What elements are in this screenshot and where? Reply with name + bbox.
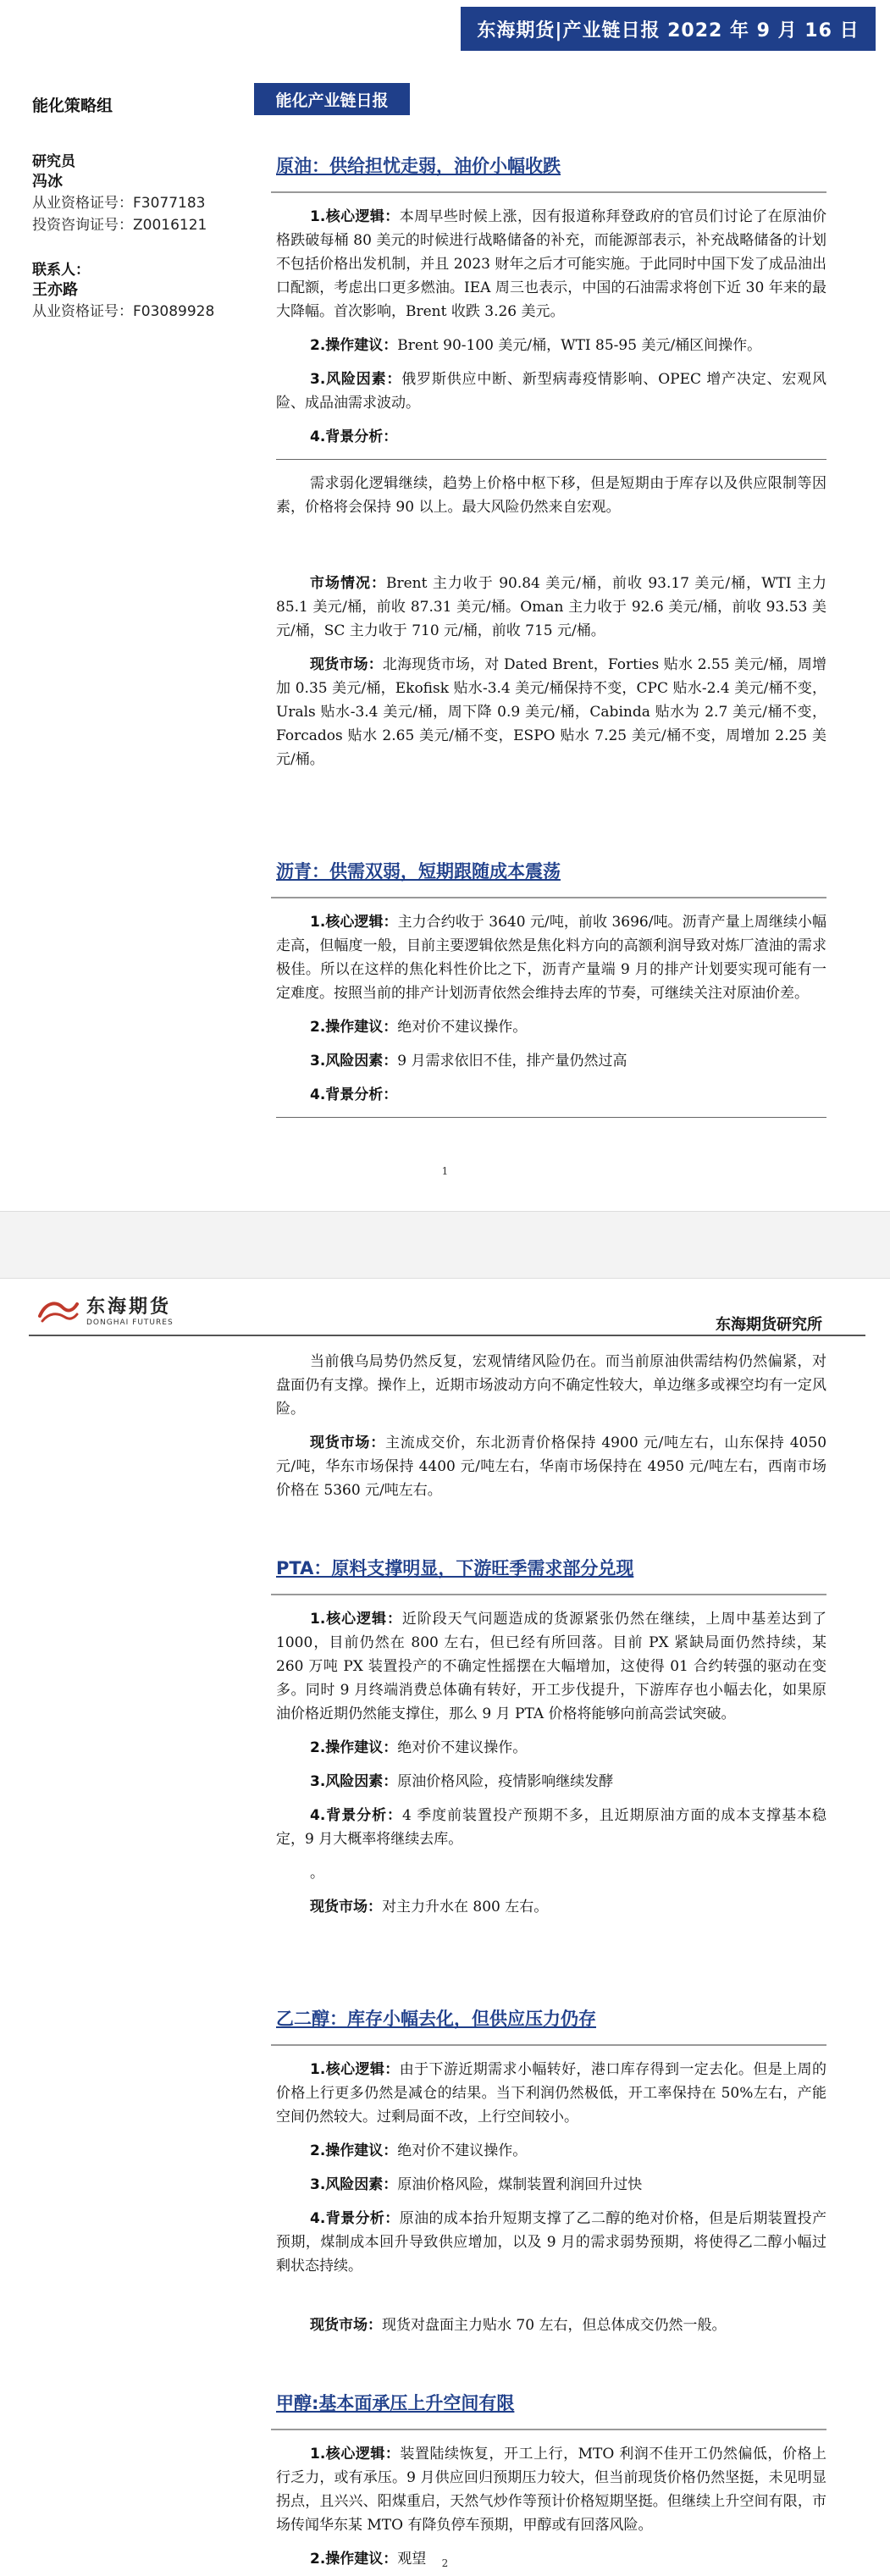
asphalt-risk-text: 9 月需求依旧不佳，排产量仍然过高 (397, 1053, 627, 1070)
company-logo (37, 1292, 174, 1327)
sidebar (32, 93, 252, 323)
crude-op (276, 334, 826, 357)
meg-core (276, 2058, 826, 2129)
asphalt-bg (276, 1083, 826, 1107)
asphalt-op (276, 1015, 826, 1039)
crude-bg-text: 需求弱化逻辑继续，趋势上价格中枢下移，但是短期由于库存以及供应限制等因素，价格将会保持 90 以上。最大风险仍然来自宏观。 (276, 475, 826, 516)
pta-core (276, 1607, 826, 1726)
wave-logo-icon (37, 1296, 80, 1324)
meg-op-label: 2.操作建议： (310, 2142, 398, 2159)
pta-risk-label: 3.风险因素： (310, 1773, 398, 1790)
crude-bg (276, 425, 826, 449)
asphalt-spot (276, 1431, 826, 1502)
meg-spot-label: 现货市场： (310, 2317, 382, 2334)
page-2-header (0, 1279, 890, 1338)
methanol-core-text: 装置陆续恢复，开工上行，MTO 利润不佳开工仍然偏低，价格上行乏力，或有承压。9 月供应回归预期压力较大，但当前现货价格仍然坚挺，未见明显拐点，且兴兴、阳煤重启，天然气炒作等预计价格短期坚挺。但继续上升空间有限，市场传闻华东某 MTO 有降负停车预期，甲醇或有回落风险。 (276, 2446, 826, 2534)
asphalt-core-label: 1.核心逻辑： (310, 914, 398, 931)
page-number-1: 1 (441, 1165, 449, 1177)
pta-spot-text: 对主力升水在 800 左右。 (382, 1899, 549, 1915)
crude-op-text: Brent 90-100 美元/桶，WTI 85-95 美元/桶区间操作。 (397, 337, 762, 354)
logo-cn: 东海期货 (86, 1296, 172, 1318)
meg-core-label: 1.核心逻辑： (310, 2061, 400, 2078)
researcher-name: 冯冰 (32, 173, 63, 191)
meg-bg-label: 4.背景分析： (310, 2210, 400, 2227)
asphalt-op-label: 2.操作建议： (310, 1019, 398, 1036)
crude-risk-text: 俄罗斯供应中断、新型病毒疫情影响、OPEC 增产决定、宏观风险、成品油需求波动。 (276, 371, 826, 412)
institute-name: 东海期货研究所 (716, 1316, 822, 1334)
section-tab: 能化产业链日报 (254, 83, 410, 115)
meg-core-text: 由于下游近期需求小幅转好，港口库存得到一定去化。但是上周的价格上行更多仍然是减仓的结果。当下利润仍然极低，开工率保持在 50%左右，产能空间仍然较大。过剩局面不改，上行空间较小。 (276, 2061, 827, 2125)
crude-core-label: 1.核心逻辑： (310, 208, 400, 225)
crude-title[interactable]: 原油：供给担忧走弱，油价小幅收跌 (276, 156, 561, 176)
meg-bg-text: 原油的成本抬升短期支撑了乙二醇的绝对价格，但是后期装置投产预期，煤制成本回升导致供应增加，以及 9 月的需求弱势预期，将使得乙二醇小幅过剩状态持续。 (276, 2210, 827, 2275)
page-2-content (276, 1338, 826, 2576)
pta-bg-text: 4 季度前装置投产预期不多，且近期原油方面的成本支撑基本稳定，9 月大概率将继续去库。 (276, 1807, 826, 1848)
methanol-core-label: 1.核心逻辑： (310, 2446, 401, 2463)
pta-spot-label: 现货市场： (310, 1899, 382, 1915)
asphalt-spot-text: 主流成交价，东北沥青价格保持 4900 元/吨左右，山东保持 4050 元/吨，华东市场保持 4400 元/吨左右，华南市场保持在 4950 元/吨左右，西南市场价格在 5360 元/吨左右。 (276, 1434, 827, 1499)
crude-core (276, 205, 826, 323)
asphalt-risk-label: 3.风险因素： (310, 1053, 398, 1070)
crude-risk (276, 368, 826, 415)
pta-title[interactable]: PTA：原料支撑明显，下游旺季需求部分兑现 (276, 1558, 634, 1578)
contact-name: 王亦路 (32, 281, 78, 299)
meg-risk (276, 2173, 826, 2197)
pta-core-text: 近阶段天气问题造成的货源紧张仍然在继续，上周中基差达到了 1000，目前仍然在 800 左右，但已经有所回落。目前 PX 紧缺局面仍然持续，某 260 万吨 PX 装置投产的不确定性摇摆在大幅增加，这使得 01 合约转强的驱动在变多。同时 9 月终端消费总体确有转好，开工步伐提升，下游库存也小幅去化，如果原油价格近期仍然能支撑住，那么 9 月 PTA 价格将能够向前高尝试突破。 (276, 1611, 826, 1722)
pta-bg-tail: 。 (310, 1865, 324, 1882)
meg-title[interactable]: 乙二醇：库存小幅去化，但供应压力仍存 (276, 2009, 596, 2029)
methanol-core (276, 2442, 826, 2537)
pta-op-text: 绝对价不建议操作。 (397, 1739, 528, 1756)
pta-spot (276, 1895, 826, 1919)
pta-op (276, 1736, 826, 1760)
page-1-content (276, 152, 826, 1130)
methanol-op-text: 观望 (397, 2551, 427, 2568)
meg-op (276, 2139, 826, 2163)
crude-market (276, 572, 826, 643)
crude-bg-label: 4.背景分析： (310, 428, 398, 445)
pta-op-label: 2.操作建议： (310, 1739, 398, 1756)
pta-core-label: 1.核心逻辑： (310, 1611, 402, 1628)
methanol-title[interactable]: 甲醇:基本面承压上升空间有限 (276, 2393, 515, 2413)
crude-spot (276, 653, 826, 771)
asphalt-risk (276, 1049, 826, 1073)
crude-market-label: 市场情况： (310, 575, 386, 592)
pta-risk-text: 原油价格风险，疫情影响继续发酵 (397, 1773, 614, 1790)
meg-risk-text: 原油价格风险，煤制装置利润回升过快 (397, 2176, 643, 2193)
researcher-role: 研究员 (32, 153, 75, 170)
asphalt-core (276, 910, 826, 1005)
strategy-group: 能化策略组 (32, 97, 113, 115)
page-gap (0, 1211, 890, 1279)
crude-market-text: Brent 主力收于 90.84 美元/桶，前收 93.17 美元/桶，WTI 主力 85.1 美元/桶，前收 87.31 美元/桶。Oman 主力收于 92.6 美元/桶，前收 93.53 美元/桶，SC 主力收于 710 元/桶，前收 715 元/桶。 (276, 575, 827, 639)
researcher-cert-1: 从业资格证号：F3077183 (32, 195, 206, 212)
meg-spot-text: 现货对盘面主力贴水 70 左右，但总体成交仍然一般。 (382, 2317, 727, 2334)
researcher-cert-2: 投资咨询证号：Z0016121 (32, 217, 207, 234)
report-banner: 东海期货|产业链日报 2022 年 9 月 16 日 (461, 7, 876, 51)
asphalt-bg-label: 4.背景分析： (310, 1086, 398, 1103)
asphalt-bg-text: 当前俄乌局势仍然反复，宏观情绪风险仍在。而当前原油供需结构仍然偏紧，对盘面仍有支撑。操作上，近期市场波动方向不确定性较大，单边继多或裸空均有一定风险。 (276, 1353, 826, 1418)
crude-risk-label: 3.风险因素： (310, 371, 402, 388)
meg-spot (276, 2313, 826, 2337)
crude-core-text: 本周早些时候上涨，因有报道称拜登政府的官员们讨论了在原油价格跌破每桶 80 美元的时候进行战略储备的补充，而能源部表示，补充战略储备的计划不包括价格出发机制，并且 2023 财年之后才可能实施。于此同时中国下发了成品油出口配额，考虑出口更多燃油。IEA 周三也表示，中国的石油需求将创下近 30 年来的最大降幅。首次影响，Brent 收跌 3.26 美元。 (276, 208, 827, 320)
meg-bg (276, 2207, 826, 2278)
asphalt-title[interactable]: 沥青：供需双弱，短期跟随成本震荡 (276, 861, 561, 882)
meg-op-text: 绝对价不建议操作。 (397, 2142, 528, 2159)
page-2 (0, 1279, 890, 2576)
contact-role: 联系人： (32, 262, 90, 279)
crude-op-label: 2.操作建议： (310, 337, 398, 354)
methanol-op-label: 2.操作建议： (310, 2551, 398, 2568)
crude-spot-text: 北海现货市场，对 Dated Brent，Forties 贴水 2.55 美元/桶，周增加 0.35 美元/桶，Ekofisk 贴水-3.4 美元/桶保持不变，CPC 贴水-2.4 美元/桶不变，Urals 贴水-3.4 美元/桶，周下降 0.9 美元/桶，Cabinda 贴水为 2.7 美元/桶不变， Forcados 贴水 2.65 美元/桶不变，ESPO 贴水 7.25 美元/桶不变，周增加 2.25 美元/桶。 (276, 656, 826, 768)
contact-cert: 从业资格证号：F03089928 (32, 303, 215, 320)
asphalt-spot-label: 现货市场： (310, 1434, 385, 1451)
pta-bg-label: 4.背景分析： (310, 1807, 403, 1824)
crude-spot-label: 现货市场： (310, 656, 383, 673)
page-1 (0, 0, 890, 1211)
asphalt-op-text: 绝对价不建议操作。 (397, 1019, 528, 1036)
page-number-2: 2 (441, 2557, 449, 2569)
pta-risk (276, 1770, 826, 1794)
pta-bg (276, 1804, 826, 1851)
asphalt-core-text: 主力合约收于 3640 元/吨，前收 3696/吨。沥青产量上周继续小幅走高，但幅度一般，目前主要逻辑依然是焦化料方向的高额利润导致对炼厂渣油的需求极佳。所以在这样的焦化料性价比之下，沥青产量端 9 月的排产计划要实现可能有一定难度。按照当前的排产计划沥青依然会维持去库的节奏，可继续关注对原油价差。 (276, 914, 826, 1002)
logo-en: DONGHAI FUTURES (86, 1318, 174, 1327)
meg-risk-label: 3.风险因素： (310, 2176, 398, 2193)
